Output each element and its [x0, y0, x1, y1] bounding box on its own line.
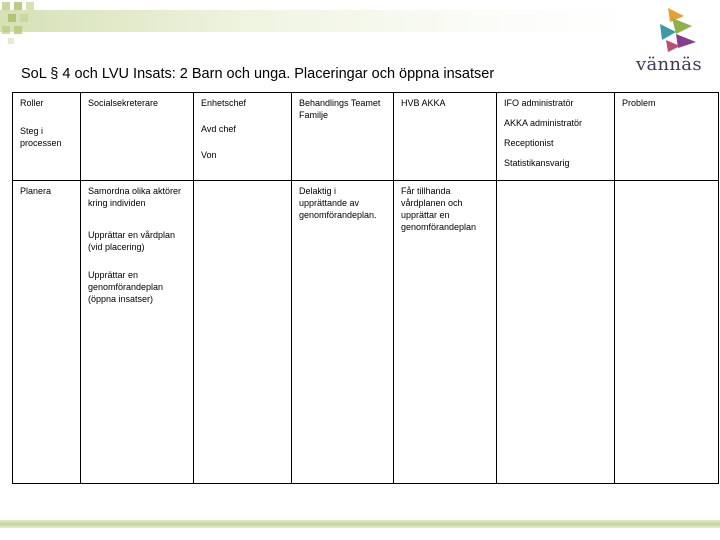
- page-title: SoL § 4 och LVU Insats: 2 Barn och unga. Placeringar och öppna insatser: [21, 66, 495, 82]
- logo-wordmark: vännäs: [636, 54, 702, 75]
- role-enhetschef: Enhetschef: [201, 98, 247, 108]
- cell-socialsekreterare-tasks: [81, 181, 194, 484]
- cell-administrators: [497, 93, 615, 181]
- cell-hvb-akka: [394, 93, 497, 181]
- task-delaktig: Delaktig i upprättande av genomförandeplan.: [299, 186, 377, 220]
- label-steg-i-processen: Steg i processen: [20, 126, 62, 148]
- cell-roller: [13, 93, 81, 181]
- cell-hvb-akka-tasks: [394, 181, 497, 484]
- role-avd-chef: Avd chef: [201, 124, 236, 134]
- role-akka-administrator: AKKA administratör: [504, 118, 583, 128]
- cell-behandlingsteamet-tasks: [292, 181, 394, 484]
- label-roller: Roller: [20, 98, 44, 108]
- process-table: [12, 92, 719, 484]
- cell-enhetschef: [194, 93, 292, 181]
- cell-administrators-tasks: [497, 181, 615, 484]
- cell-enhetschef-tasks: [194, 181, 292, 484]
- footer-band: [0, 520, 720, 528]
- cell-problem-tasks: [615, 181, 719, 484]
- step-planera: Planera: [20, 186, 52, 196]
- role-behandlingsteamet: Behandlings Teamet Familje: [299, 98, 381, 120]
- task-far-tillhanda: Får tillhanda vårdplanen och upprättar en genomförandeplan: [401, 186, 477, 232]
- table-row-planera: [13, 181, 719, 484]
- role-statistikansvarig: Statistikansvarig: [504, 158, 570, 168]
- task-samordna: Samordna olika aktörer kring individen: [88, 186, 182, 208]
- task-genomforandeplan: Upprättar en genomförandeplan (öppna insatser): [88, 270, 164, 304]
- header-band: [0, 10, 640, 32]
- role-ifo-administrator: IFO administratör: [504, 98, 574, 108]
- role-hvb-akka: HVB AKKA: [401, 98, 446, 108]
- cell-behandlingsteamet: [292, 93, 394, 181]
- label-problem: Problem: [622, 98, 656, 108]
- cell-planera: [13, 181, 81, 484]
- role-receptionist: Receptionist: [504, 138, 554, 148]
- table-row-roles: [13, 93, 719, 181]
- task-vardplan: Upprättar en vårdplan (vid placering): [88, 230, 176, 252]
- role-von: Von: [201, 150, 217, 160]
- role-socialsekreterare: Socialsekreterare: [88, 98, 159, 108]
- cell-problem: [615, 93, 719, 181]
- cell-socialsekreterare: [81, 93, 194, 181]
